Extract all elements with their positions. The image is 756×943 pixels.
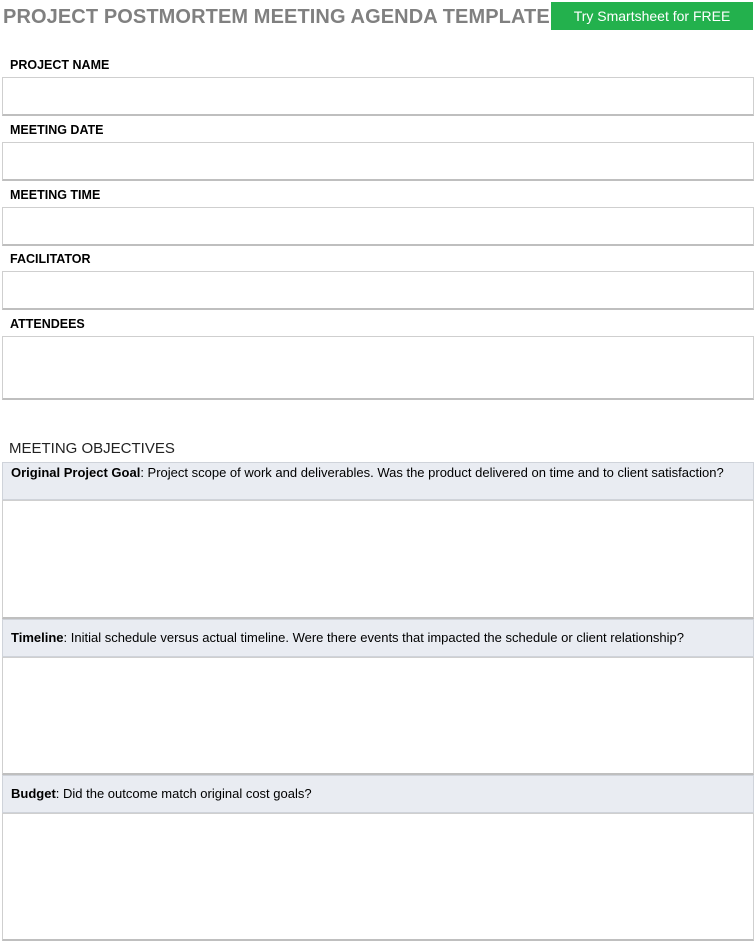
budget-header	[2, 775, 754, 813]
facilitator-label: FACILITATOR	[10, 252, 91, 266]
timeline-title: Timeline	[11, 630, 64, 645]
meeting-time-input[interactable]	[2, 207, 754, 246]
meeting-date-input[interactable]	[2, 142, 754, 181]
goal-notes-area[interactable]	[2, 500, 754, 619]
project-name-label: PROJECT NAME	[10, 58, 110, 72]
timeline-notes-area[interactable]	[2, 657, 754, 775]
meeting-time-label: MEETING TIME	[10, 188, 101, 202]
attendees-label: ATTENDEES	[10, 317, 85, 331]
goal-description: : Project scope of work and deliverables. Was the product delivered on time and to client satisfaction?	[140, 465, 724, 480]
timeline-description: : Initial schedule versus actual timeline. Were there events that impacted the schedule or client relationship?	[63, 630, 684, 645]
page-title: PROJECT POSTMORTEM MEETING AGENDA TEMPLATE	[3, 6, 550, 28]
try-smartsheet-button[interactable]: Try Smartsheet for FREE	[551, 2, 753, 30]
meeting-objectives-heading: MEETING OBJECTIVES	[9, 440, 175, 457]
goal-title: Original Project Goal	[11, 465, 141, 480]
budget-notes-area[interactable]	[2, 813, 754, 941]
meeting-date-label: MEETING DATE	[10, 123, 104, 137]
attendees-input[interactable]	[2, 336, 754, 400]
timeline-header	[2, 619, 754, 657]
facilitator-input[interactable]	[2, 271, 754, 310]
goal-header	[2, 462, 754, 500]
project-name-input[interactable]	[2, 77, 754, 116]
budget-description: : Did the outcome match original cost goals?	[55, 786, 312, 801]
budget-title: Budget	[11, 786, 56, 801]
